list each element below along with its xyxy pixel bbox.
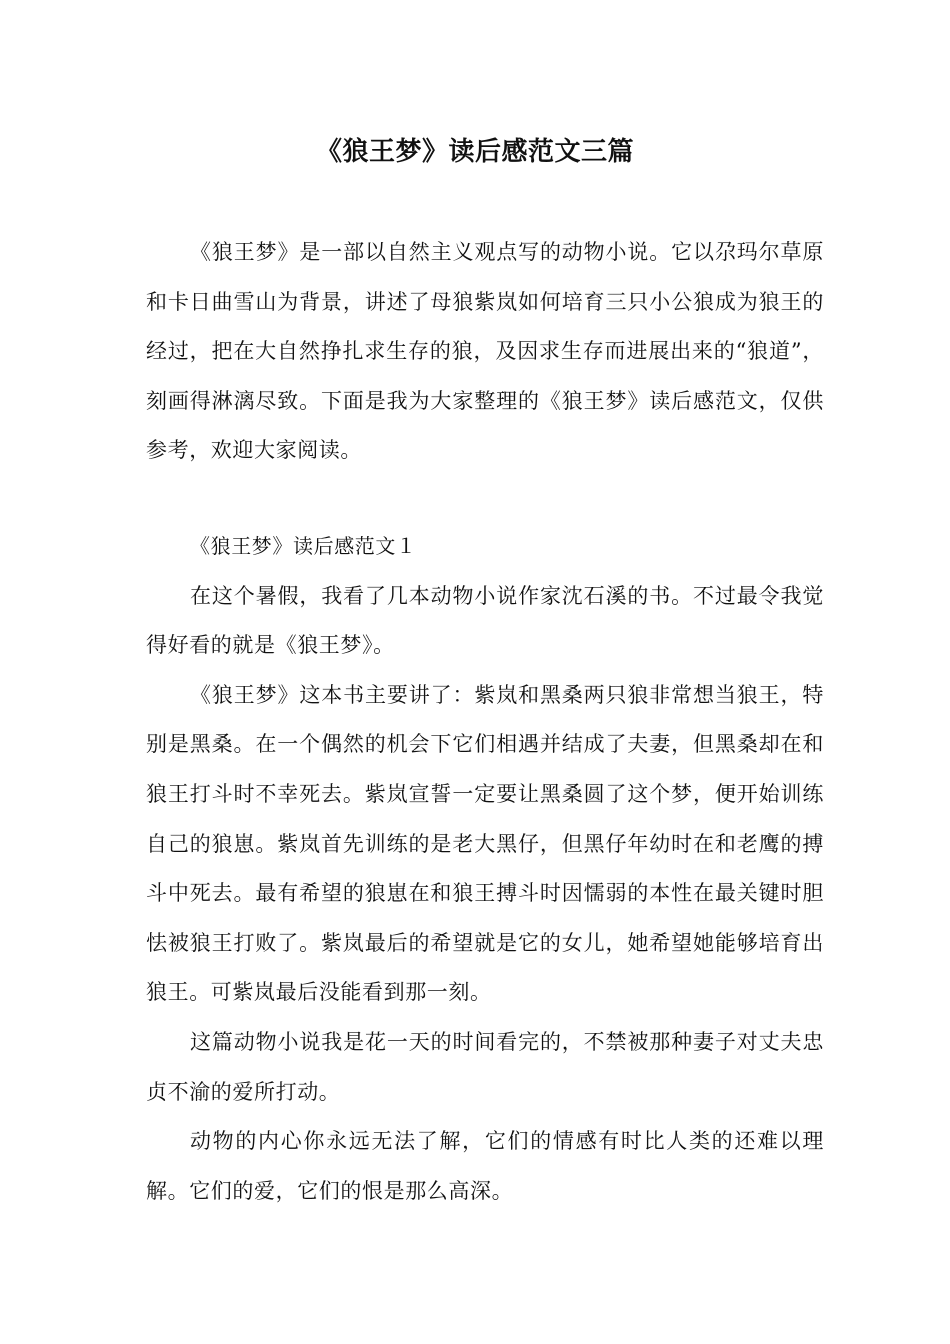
body-paragraph: 动物的内心你永远无法了解，它们的情感有时比人类的还难以理解。它们的爱，它们的恨是那么高深。 xyxy=(146,1129,824,1203)
intro-paragraph: 《狼王梦》是一部以自然主义观点写的动物小说。它以尕玛尔草原和卡日曲雪山为背景，讲述了母狼紫岚如何培育三只小公狼成为狼王的经过，把在大自然挣扎求生存的狼，及因求生存而进展出来的“狼道”，刻画得淋漓尽致。下面是我为大家整理的《狼王梦》读后感范文，仅供参考，欢迎大家阅读。 xyxy=(146,240,824,463)
body-paragraph: 在这个暑假，我看了几本动物小说作家沈石溪的书。不过最令我觉得好看的就是《狼王梦》。 xyxy=(146,583,824,658)
section-heading: 《狼王梦》读后感范文１ xyxy=(190,533,417,558)
body-paragraph: 这篇动物小说我是花一天的时间看完的，不禁被那种妻子对丈夫忠贞不渝的爱所打动。 xyxy=(146,1029,824,1104)
section-spacer xyxy=(146,476,824,522)
document-title: 《狼王梦》读后感范文三篇 xyxy=(315,137,634,167)
document-body xyxy=(146,228,824,1216)
body-paragraph: 《狼王梦》这本书主要讲了：紫岚和黑桑两只狼非常想当狼王，特别是黑桑。在一个偶然的机会下它们相遇并结成了夫妻，但黑桑却在和狼王打斗时不幸死去。紫岚宣誓一定要让黑桑圆了这个梦，便开始训练自己的狼崽。紫岚首先训练的是老大黑仔，但黑仔年幼时在和老鹰的搏斗中死去。最有希望的狼崽在和狼王搏斗时因懦弱的本性在最关键时胆怯被狼王打败了。紫岚最后的希望就是它的女儿，她希望她能够培育出狼王。可紫岚最后没能看到那一刻。 xyxy=(146,682,824,1005)
